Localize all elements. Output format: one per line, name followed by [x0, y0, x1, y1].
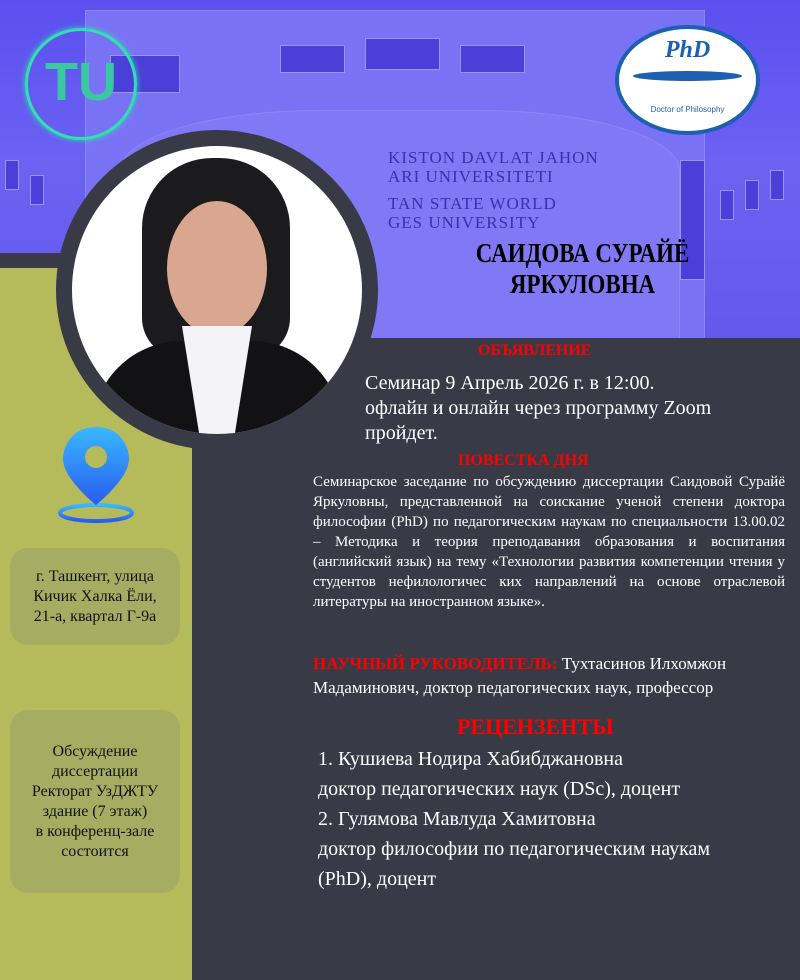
building-window	[30, 175, 44, 205]
logo-text: PhD	[664, 37, 711, 63]
venue-line: здание (7 этаж)	[42, 802, 148, 820]
reviewer-line: (PhD), доцент	[318, 868, 437, 890]
reviewers-list	[318, 744, 710, 894]
location-box	[10, 548, 180, 645]
supervisor-label: НАУЧНЫЙ РУКОВОДИТЕЛЬ:	[313, 654, 558, 673]
reviewer-line: 1. Кушиева Нодира Хабибджановна	[318, 748, 623, 770]
divider-band	[0, 253, 60, 268]
reviewers-heading	[457, 714, 614, 740]
sign-line: GES UNIVERSITY	[388, 213, 541, 232]
building-window	[365, 38, 440, 70]
name-line-1: САИДОВА СУРАЙЁ	[475, 238, 690, 268]
phd-logo	[615, 25, 760, 135]
agenda-heading	[458, 452, 589, 470]
building-window	[720, 190, 734, 220]
building-window	[5, 160, 19, 190]
building-window	[280, 45, 345, 73]
announcement-line: Семинар 9 Апрель 2026 г. в 12:00.	[365, 372, 655, 394]
building-sign	[388, 148, 599, 232]
heading-text: ОБЪЯВЛЕНИЕ	[478, 342, 592, 359]
location-text: г. Ташкент, улица Кичик Халка Ёли, 21-а, квартал Г-9а	[33, 567, 157, 625]
candidate-name	[461, 238, 703, 300]
venue-line: диссертации	[52, 762, 138, 780]
heading-text: РЕЦЕНЗЕНТЫ	[457, 714, 614, 739]
book-wings-icon	[633, 71, 742, 81]
heading-text: ПОВЕСТКА ДНЯ	[458, 452, 589, 469]
sign-line: KISTON DAVLAT JAHON	[388, 148, 599, 167]
venue-line: Обсуждение	[52, 742, 138, 760]
reviewer-line: доктор педагогических наук (DSc), доцент	[318, 778, 681, 800]
venue-text	[32, 742, 158, 862]
venue-line: Ректорат УзДЖТУ	[31, 782, 159, 800]
building-window	[460, 45, 525, 73]
sign-line: TAN STATE WORLD	[388, 194, 557, 213]
location-pin-icon	[57, 425, 135, 525]
reviewer-line: 2. Гулямова Мавлуда Хамитовна	[318, 808, 596, 830]
announcement-text	[365, 371, 711, 446]
announcement-heading	[478, 342, 591, 360]
logo-text: TU	[45, 52, 117, 112]
candidate-photo	[72, 146, 362, 434]
face	[167, 201, 267, 336]
supervisor	[313, 652, 793, 700]
announcement-line: офлайн и онлайн через программу Zoom	[365, 397, 712, 419]
building-window	[745, 180, 759, 210]
venue-box	[10, 710, 180, 893]
supervisor-text: Тухтасинов Илхомжон Мадаминович, доктор педагогических наук, профессор	[313, 654, 727, 697]
logo-caption: Doctor of Philosophy	[650, 105, 725, 114]
sign-line: ARI UNIVERSITETI	[388, 167, 554, 186]
name-line-2: ЯРКУЛОВНА	[509, 269, 656, 299]
venue-line: в конференц-зале	[35, 822, 155, 840]
building-window	[770, 170, 784, 200]
university-logo	[25, 28, 137, 140]
agenda-text: Семинарское заседание по обсуждению диссертации Саидовой Сурайё Яркуловны, представленной на соискание ученой степени доктора философии (PhD) по педагогическим наукам по специальности 13.00.02 – Методика и теория преподавания образования и воспитания (английский язык) на тему «Технологии развития компетенции чтения у студентов нефилологичес ких направлений на основе отраслевой литературы на иностранном языке».	[313, 474, 785, 610]
reviewer-line: доктор философии по педагогическим наукам	[318, 838, 711, 860]
venue-line: состоится	[61, 842, 129, 860]
announcement-line: пройдет.	[365, 422, 438, 444]
